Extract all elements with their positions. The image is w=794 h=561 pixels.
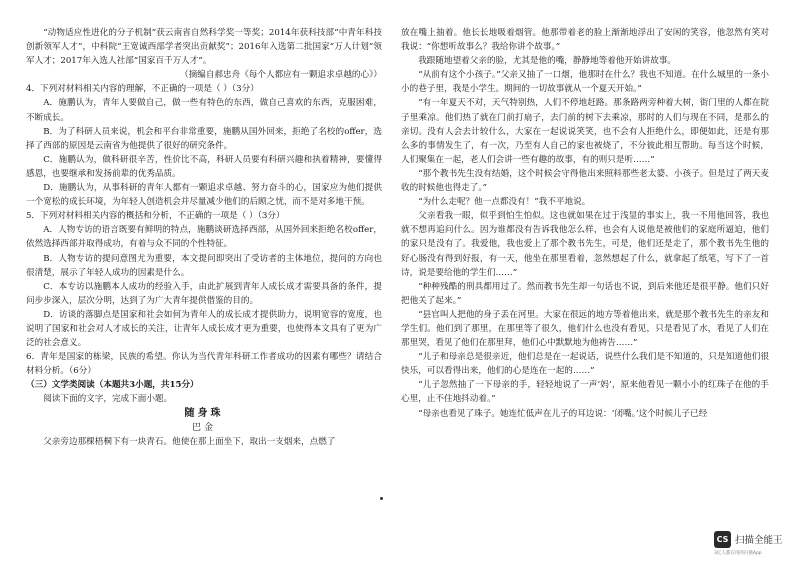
story-paragraph: “为什么走呢？他一点都没有！”我不平地说。 bbox=[418, 197, 591, 208]
story-paragraph: 我跟随地望着父亲的脸，尤其是他的嘴，静静地等着他开始讲故事。 bbox=[418, 56, 677, 67]
page-center-dot bbox=[380, 497, 383, 500]
story-paragraph: 放在嘴上抽着。他长长地吸着烟管。他那带着老的脸上渐渐地浮出了安闲的笑容，他忽然有笑对我说：“你想听故事么？我给你讲个故事。” bbox=[401, 28, 769, 53]
question-4-stem: 4．下列对材料相关内容的理解，不正确的一项是（ ）（3分） bbox=[26, 84, 259, 95]
q5-option-a: A．人物专访的语言既要有鲜明的特点，施鹏谈研选择西部，从国外回来拒绝名校offer，依然选择西部并取得成功，有着与众不同的个性特征。 bbox=[26, 225, 382, 250]
q4-option-b: B．为了科研人员来说，机会和平台非常重要，施鹏从国外回来，拒绝了名校的offer，选择了西部的原因是云南省为他提供了很好的研究条件。 bbox=[26, 126, 382, 151]
story-paragraph: “县官叫人把他的身子丢在河里。大家在很远的地方等着他出来，就是那个教书先生的亲友和学生们。他们到了那里，在那里等了很久，他们什么也没有看见，只是看见了水，看见了人们在那里哭，看见了他们在那里拜，他们心中默默地为他祷告……” bbox=[401, 309, 769, 349]
story-title: 随身珠 bbox=[184, 407, 224, 419]
story-paragraph: “儿子忽然抽了一下母亲的手，轻轻地说了一声‘妈’，原来他看见一颗小小的红珠子在他的手心里，止不住地抖动着。” bbox=[401, 380, 769, 405]
right-column bbox=[401, 26, 769, 421]
question-5-stem: 5．下列对材料相关内容的概括和分析，不正确的一项是（ ）（3分） bbox=[26, 211, 285, 222]
story-author: 巴金 bbox=[191, 422, 216, 433]
section-heading: （三）文学类阅读（本题共3小题，共15分） bbox=[26, 380, 199, 391]
left-column bbox=[26, 26, 382, 449]
story-first-paragraph: 父亲旁边那棵梧桐下有一块青石。他使在那上面坐下，取出一支烟来，点燃了 bbox=[43, 436, 336, 447]
camscanner-logo-icon: CS bbox=[714, 531, 731, 548]
q5-option-c: C．本专访以施鹏本人成功的经验入手，由此扩展到青年人成长成才需要具备的条件，提问步步深入，层次分明，达到了为广大青年提供借鉴的目的。 bbox=[26, 281, 382, 306]
story-paragraph: “母亲也看见了珠子。她连忙低声在儿子的耳边说：‘闭嘴。’这个时候儿子已经 bbox=[418, 408, 708, 419]
story-paragraph: “从前有这个小孩子。”父亲又抽了一口烟，他那时在什么？我也不知道。在什么城里的一条小小的巷子里，我是小学生。期间的一切故事就从一个夏天开始。” bbox=[401, 70, 769, 95]
story-paragraph: 父亲看我一眼，似乎到怕生怕似。这也就如果在过于浅显的事实上，我一不用他回答，我也就不想再追问什么。因为谁都没有告诉我他怎么样，也会有人说他是被他们的家庭所逼迫，他们的家只是没有了。我爱他，我也爱上了那个教书先生，可是，他们还是走了，那个教书先生他的好心肠没有得到好报，有一天，他坐在那里看着，忽然想起了什么，就拿起了纸笔，写下了一首诗，说是要给他的学生们……” bbox=[401, 211, 769, 278]
reading-instruction: 阅读下面的文字，完成下面小题。 bbox=[43, 394, 173, 405]
bio-paragraph: “动物适应性进化的分子机制”获云南省自然科学奖一等奖；2014年获科技部“中青年科技创新领军人才”，中科院“王宽诚西部学者突出贡献奖”；2016年入选第二批国家“万人计划”领军人才；2017年入选人社部“国家百千万人才”。 bbox=[26, 28, 382, 67]
q4-option-c: C．施鹏认为，做科研很辛苦，性价比不高，科研人员要有科研兴趣和执着精神，要懂得感恩，也要继承和发扬前辈的优秀品质。 bbox=[26, 154, 382, 179]
watermark-app-name: 扫描全能王 bbox=[735, 535, 783, 546]
question-6: 6．青年是国家的栋梁，民族的希望。你认为当代青年科研工作者成功的因素有哪些？请结合材料分析。（6分） bbox=[26, 352, 382, 377]
source-citation: （摘编自郝忠舟《每个人都应有一颗追求卓越的心》） bbox=[180, 70, 382, 81]
q5-option-d: D．访谈的落脚点是国家和社会如何为青年人的成长成才提供助力，说明宽容的宽度，也说明了国家和社会对人才成长的关注，让青年人成长成才更为重要，也使得本文具有了更为广泛的社会意义。 bbox=[26, 309, 382, 349]
q4-option-d: D．施鹏认为，从事科研的青年人都有一颗追求卓越、努力奋斗的心，国家应为他们提供一个宽松的成长环境，为年轻人创造机会并尽量减少他们的后顾之忧，而不是对多地干预。 bbox=[26, 183, 382, 208]
q5-option-b: B．人物专访的提问意图尤为重要，本文提问即突出了受访者的主体地位，提问的方向也很清楚，展示了年轻人成功的因素是什么。 bbox=[26, 253, 382, 278]
scanner-watermark bbox=[714, 530, 788, 558]
story-paragraph: “儿子和母亲总是很亲近，他们总是在一起说话，说些什么我们是不知道的，只是知道他们很快乐，可以看得出来，他们的心是连在一起的……” bbox=[401, 352, 769, 377]
story-paragraph: “有一年夏天不对，天气特别热，人们不停地赶路。那条路两旁种着大树，街门里的人都在院子里乘凉。他们热了就在门前打扇子，去门前的树下去乘凉，那时的人们与现在不同，是那么的亲切。没有人会去计较什么，大家在一起说说笑笑，也不会有人拒绝什么，即便如此，还是有那么多的事情发生了，有一次，乃至有人自己的家也被烧了，不分彼此相互帮助。每当这个时候，人们聚集在一起，老人们会讲一些有趣的故事，有的则只是听……” bbox=[401, 98, 769, 165]
watermark-tagline: 3亿人都在用的扫描App bbox=[714, 551, 762, 556]
story-paragraph: “那个教书先生没有结婚，这个时候会守得他出来照料那些老太婆、小孩子。但是过了两天麦收的时候他也得走了。” bbox=[401, 168, 769, 194]
q4-option-a: A．施鹏认为，青年人要做自己，做一些有特色的东西，做自己喜欢的东西，克服困难，不断成长。 bbox=[26, 98, 382, 123]
story-paragraph: “种种残酷的刑具都用过了。然而教书先生却一句话也不说，到后来他还是很平静。他们只好把他关了起来。” bbox=[401, 281, 769, 306]
